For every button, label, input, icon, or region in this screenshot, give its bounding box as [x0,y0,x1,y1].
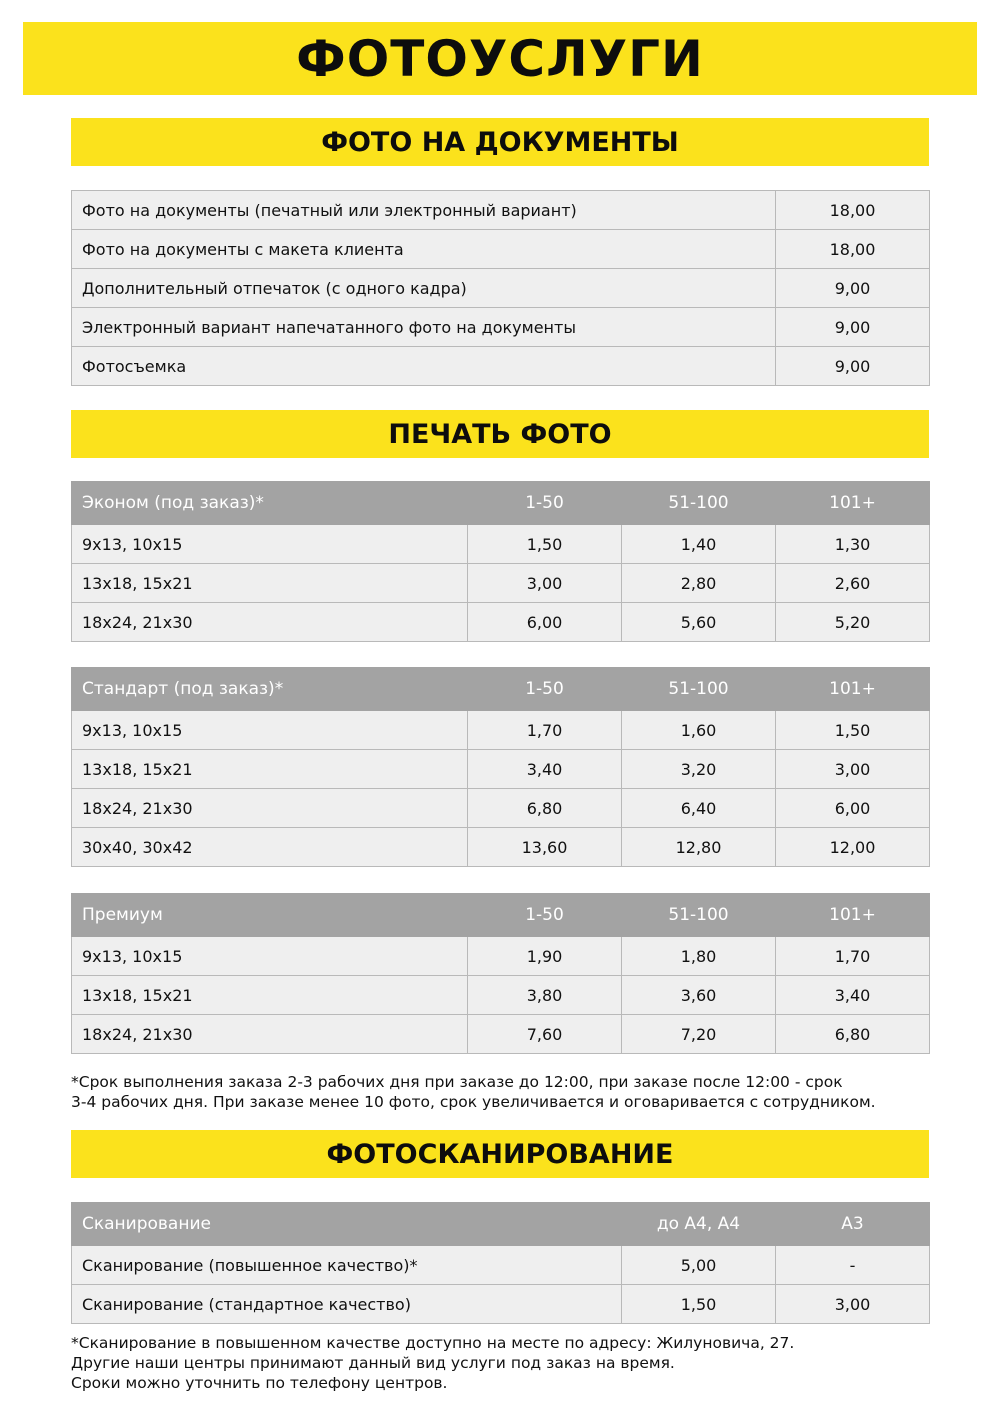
qty-range-header: 101+ [776,482,930,525]
economy-price-table [71,481,930,642]
price-cell: 3,00 [468,564,622,603]
price-cell: 3,40 [468,750,622,789]
printing-section-header [71,410,929,458]
price-cell: 12,80 [622,828,776,867]
price-cell: 6,00 [468,603,622,642]
scanning-footnote [71,1333,951,1393]
service-name: Фотосъемка [72,347,776,386]
price-cell: 1,50 [468,525,622,564]
price-cell: - [776,1246,930,1285]
print-size: 13x18, 15x21 [72,976,468,1015]
scanning-section-header [71,1130,929,1178]
format-header: до А4, А4 [622,1203,776,1246]
table-row [72,750,930,789]
price-cell: 1,40 [622,525,776,564]
table-header-row [72,668,930,711]
price-cell: 3,80 [468,976,622,1015]
price-cell: 2,60 [776,564,930,603]
price-cell: 12,00 [776,828,930,867]
documents-section-title: ФОТО НА ДОКУМЕНТЫ [321,126,679,158]
table-row [72,347,930,386]
price-cell: 1,30 [776,525,930,564]
service-name: Фото на документы с макета клиента [72,230,776,269]
service-price: 9,00 [776,308,930,347]
table-row [72,525,930,564]
price-cell: 1,90 [468,937,622,976]
qty-range-header: 51-100 [622,482,776,525]
table-row [72,1015,930,1054]
page-title-banner [23,22,977,95]
price-cell: 13,60 [468,828,622,867]
qty-range-header: 51-100 [622,894,776,937]
qty-range-header: 101+ [776,668,930,711]
table-row [72,789,930,828]
page-title: ФОТОУСЛУГИ [296,29,704,88]
price-cell: 3,20 [622,750,776,789]
price-cell: 5,00 [622,1246,776,1285]
print-size: 30x40, 30x42 [72,828,468,867]
table-row [72,828,930,867]
footnote-line: Сроки можно уточнить по телефону центров. [71,1374,448,1392]
qty-range-header: 101+ [776,894,930,937]
scan-header-label: Сканирование [72,1203,622,1246]
price-cell: 6,80 [776,1015,930,1054]
format-header: А3 [776,1203,930,1246]
price-cell: 1,50 [776,711,930,750]
table-row [72,269,930,308]
footnote-line: Другие наши центры принимают данный вид услуги под заказ на время. [71,1354,675,1372]
print-size: 18x24, 21x30 [72,1015,468,1054]
price-cell: 1,70 [468,711,622,750]
service-name: Фото на документы (печатный или электронный вариант) [72,191,776,230]
service-price: 9,00 [776,269,930,308]
price-cell: 1,70 [776,937,930,976]
price-cell: 7,20 [622,1015,776,1054]
footnote-line: 3-4 рабочих дня. При заказе менее 10 фото, срок увеличивается и оговаривается с сотрудником. [71,1093,876,1111]
standard-price-table [71,667,930,867]
table-row [72,937,930,976]
tier-name: Эконом (под заказ)* [72,482,468,525]
scan-service-name: Сканирование (повышенное качество)* [72,1246,622,1285]
print-size: 18x24, 21x30 [72,603,468,642]
service-price: 18,00 [776,191,930,230]
price-cell: 3,40 [776,976,930,1015]
footnote-line: *Сканирование в повышенном качестве доступно на месте по адресу: Жилуновича, 27. [71,1334,795,1352]
table-header-row [72,1203,930,1246]
table-row [72,603,930,642]
tier-name: Стандарт (под заказ)* [72,668,468,711]
table-row [72,1285,930,1324]
table-row [72,230,930,269]
qty-range-header: 1-50 [468,894,622,937]
price-cell: 1,60 [622,711,776,750]
price-cell: 7,60 [468,1015,622,1054]
footnote-line: *Срок выполнения заказа 2-3 рабочих дня при заказе до 12:00, при заказе после 12:00 - срок [71,1073,843,1091]
table-row [72,191,930,230]
printing-footnote [71,1072,951,1112]
qty-range-header: 1-50 [468,482,622,525]
qty-range-header: 1-50 [468,668,622,711]
price-cell: 1,50 [622,1285,776,1324]
table-header-row [72,482,930,525]
print-size: 9x13, 10x15 [72,525,468,564]
table-row [72,976,930,1015]
service-price: 18,00 [776,230,930,269]
price-cell: 6,80 [468,789,622,828]
printing-section-title: ПЕЧАТЬ ФОТО [388,418,612,450]
print-size: 9x13, 10x15 [72,711,468,750]
price-cell: 3,00 [776,1285,930,1324]
table-row [72,564,930,603]
documents-table [71,190,930,386]
scanning-table [71,1202,930,1324]
print-size: 13x18, 15x21 [72,564,468,603]
scan-service-name: Сканирование (стандартное качество) [72,1285,622,1324]
table-row [72,1246,930,1285]
tier-name: Премиум [72,894,468,937]
table-row [72,308,930,347]
table-row [72,711,930,750]
price-cell: 1,80 [622,937,776,976]
qty-range-header: 51-100 [622,668,776,711]
print-size: 18x24, 21x30 [72,789,468,828]
price-cell: 2,80 [622,564,776,603]
premium-price-table [71,893,930,1054]
price-cell: 3,00 [776,750,930,789]
print-size: 9x13, 10x15 [72,937,468,976]
price-cell: 6,00 [776,789,930,828]
price-cell: 3,60 [622,976,776,1015]
table-header-row [72,894,930,937]
service-name: Дополнительный отпечаток (с одного кадра) [72,269,776,308]
service-price: 9,00 [776,347,930,386]
service-name: Электронный вариант напечатанного фото на документы [72,308,776,347]
price-cell: 5,60 [622,603,776,642]
price-cell: 5,20 [776,603,930,642]
scanning-section-title: ФОТОСКАНИРОВАНИЕ [326,1138,674,1170]
price-cell: 6,40 [622,789,776,828]
documents-section-header [71,118,929,166]
print-size: 13x18, 15x21 [72,750,468,789]
